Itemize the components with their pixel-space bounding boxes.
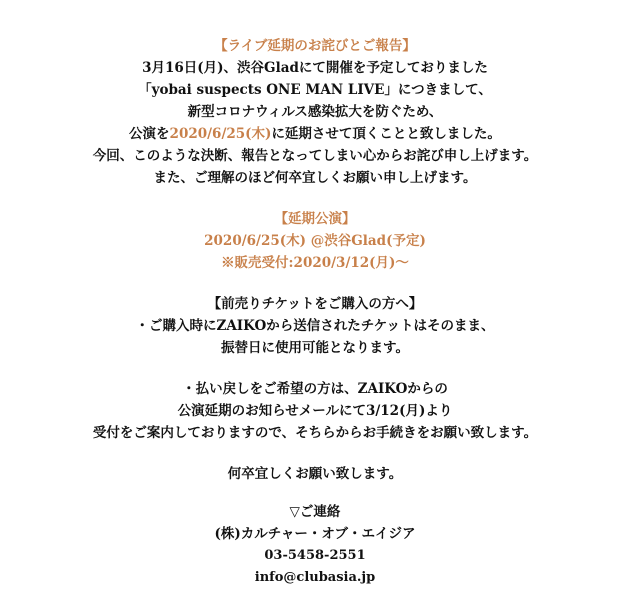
announcement-line-5: 今回、このような決断、報告となってしまい心からお詫び申し上げます。: [92, 148, 538, 164]
closing-text: 何卒宜しくお願い致します。: [227, 466, 403, 482]
section-gap: [0, 485, 630, 501]
announcement-line-4-prefix: 公演を: [129, 126, 170, 142]
announcement-line-6: また、ご理解のほど何卒宜しくお願い申し上げます。: [153, 170, 477, 186]
announcement-line-4: [0, 123, 630, 145]
refund-line-1: ・払い戻しをご希望の方は、ZAIKOからの: [182, 381, 448, 397]
section-gap: [0, 359, 630, 378]
announcement-line-1: 3月16日(月)、渋谷Gladにて開催を予定しておりました: [142, 60, 488, 76]
section-gap: [0, 274, 630, 293]
contact-email: info@clubasia.jp: [254, 570, 376, 585]
presale-line-1: ・ご購入時にZAIKOから送信されたチケットはそのまま、: [135, 318, 495, 334]
refund-line-3: 受付をご案内しておりますので、そちらからお手続きをお願い致します。: [92, 425, 538, 441]
announcement-heading: 【ライブ延期のお詫びとご報告】: [214, 38, 416, 54]
postponed-heading: 【延期公演】: [274, 211, 356, 227]
presale-line-2: 振替日に使用可能となります。: [221, 340, 409, 356]
contact-heading: ▽ご連絡: [289, 504, 341, 520]
postponed-date: 2020/6/25(木): [169, 126, 272, 142]
presale-heading: 【前売りチケットをご購入の方へ】: [207, 296, 423, 312]
refund-line-2: 公演延期のお知らせメールにて3/12(月)より: [177, 403, 453, 419]
postponed-date-venue: 2020/6/25(木) @渋谷Glad(予定): [204, 233, 426, 249]
postponed-sales: ※販売受付:2020/3/12(月)〜: [221, 255, 409, 271]
section-gap: [0, 444, 630, 463]
announcement-line-4-suffix: に延期させて頂くことと致しました。: [271, 126, 501, 142]
announcement-line-3: 新型コロナウィルス感染拡大を防ぐため、: [187, 104, 443, 120]
section-gap: [0, 189, 630, 208]
contact-phone: 03-5458-2551: [264, 548, 366, 563]
contact-company: (株)カルチャー・オブ・エイジア: [214, 526, 416, 542]
announcement-line-2: 「yobai suspects ONE MAN LIVE」につきまして、: [138, 82, 492, 98]
